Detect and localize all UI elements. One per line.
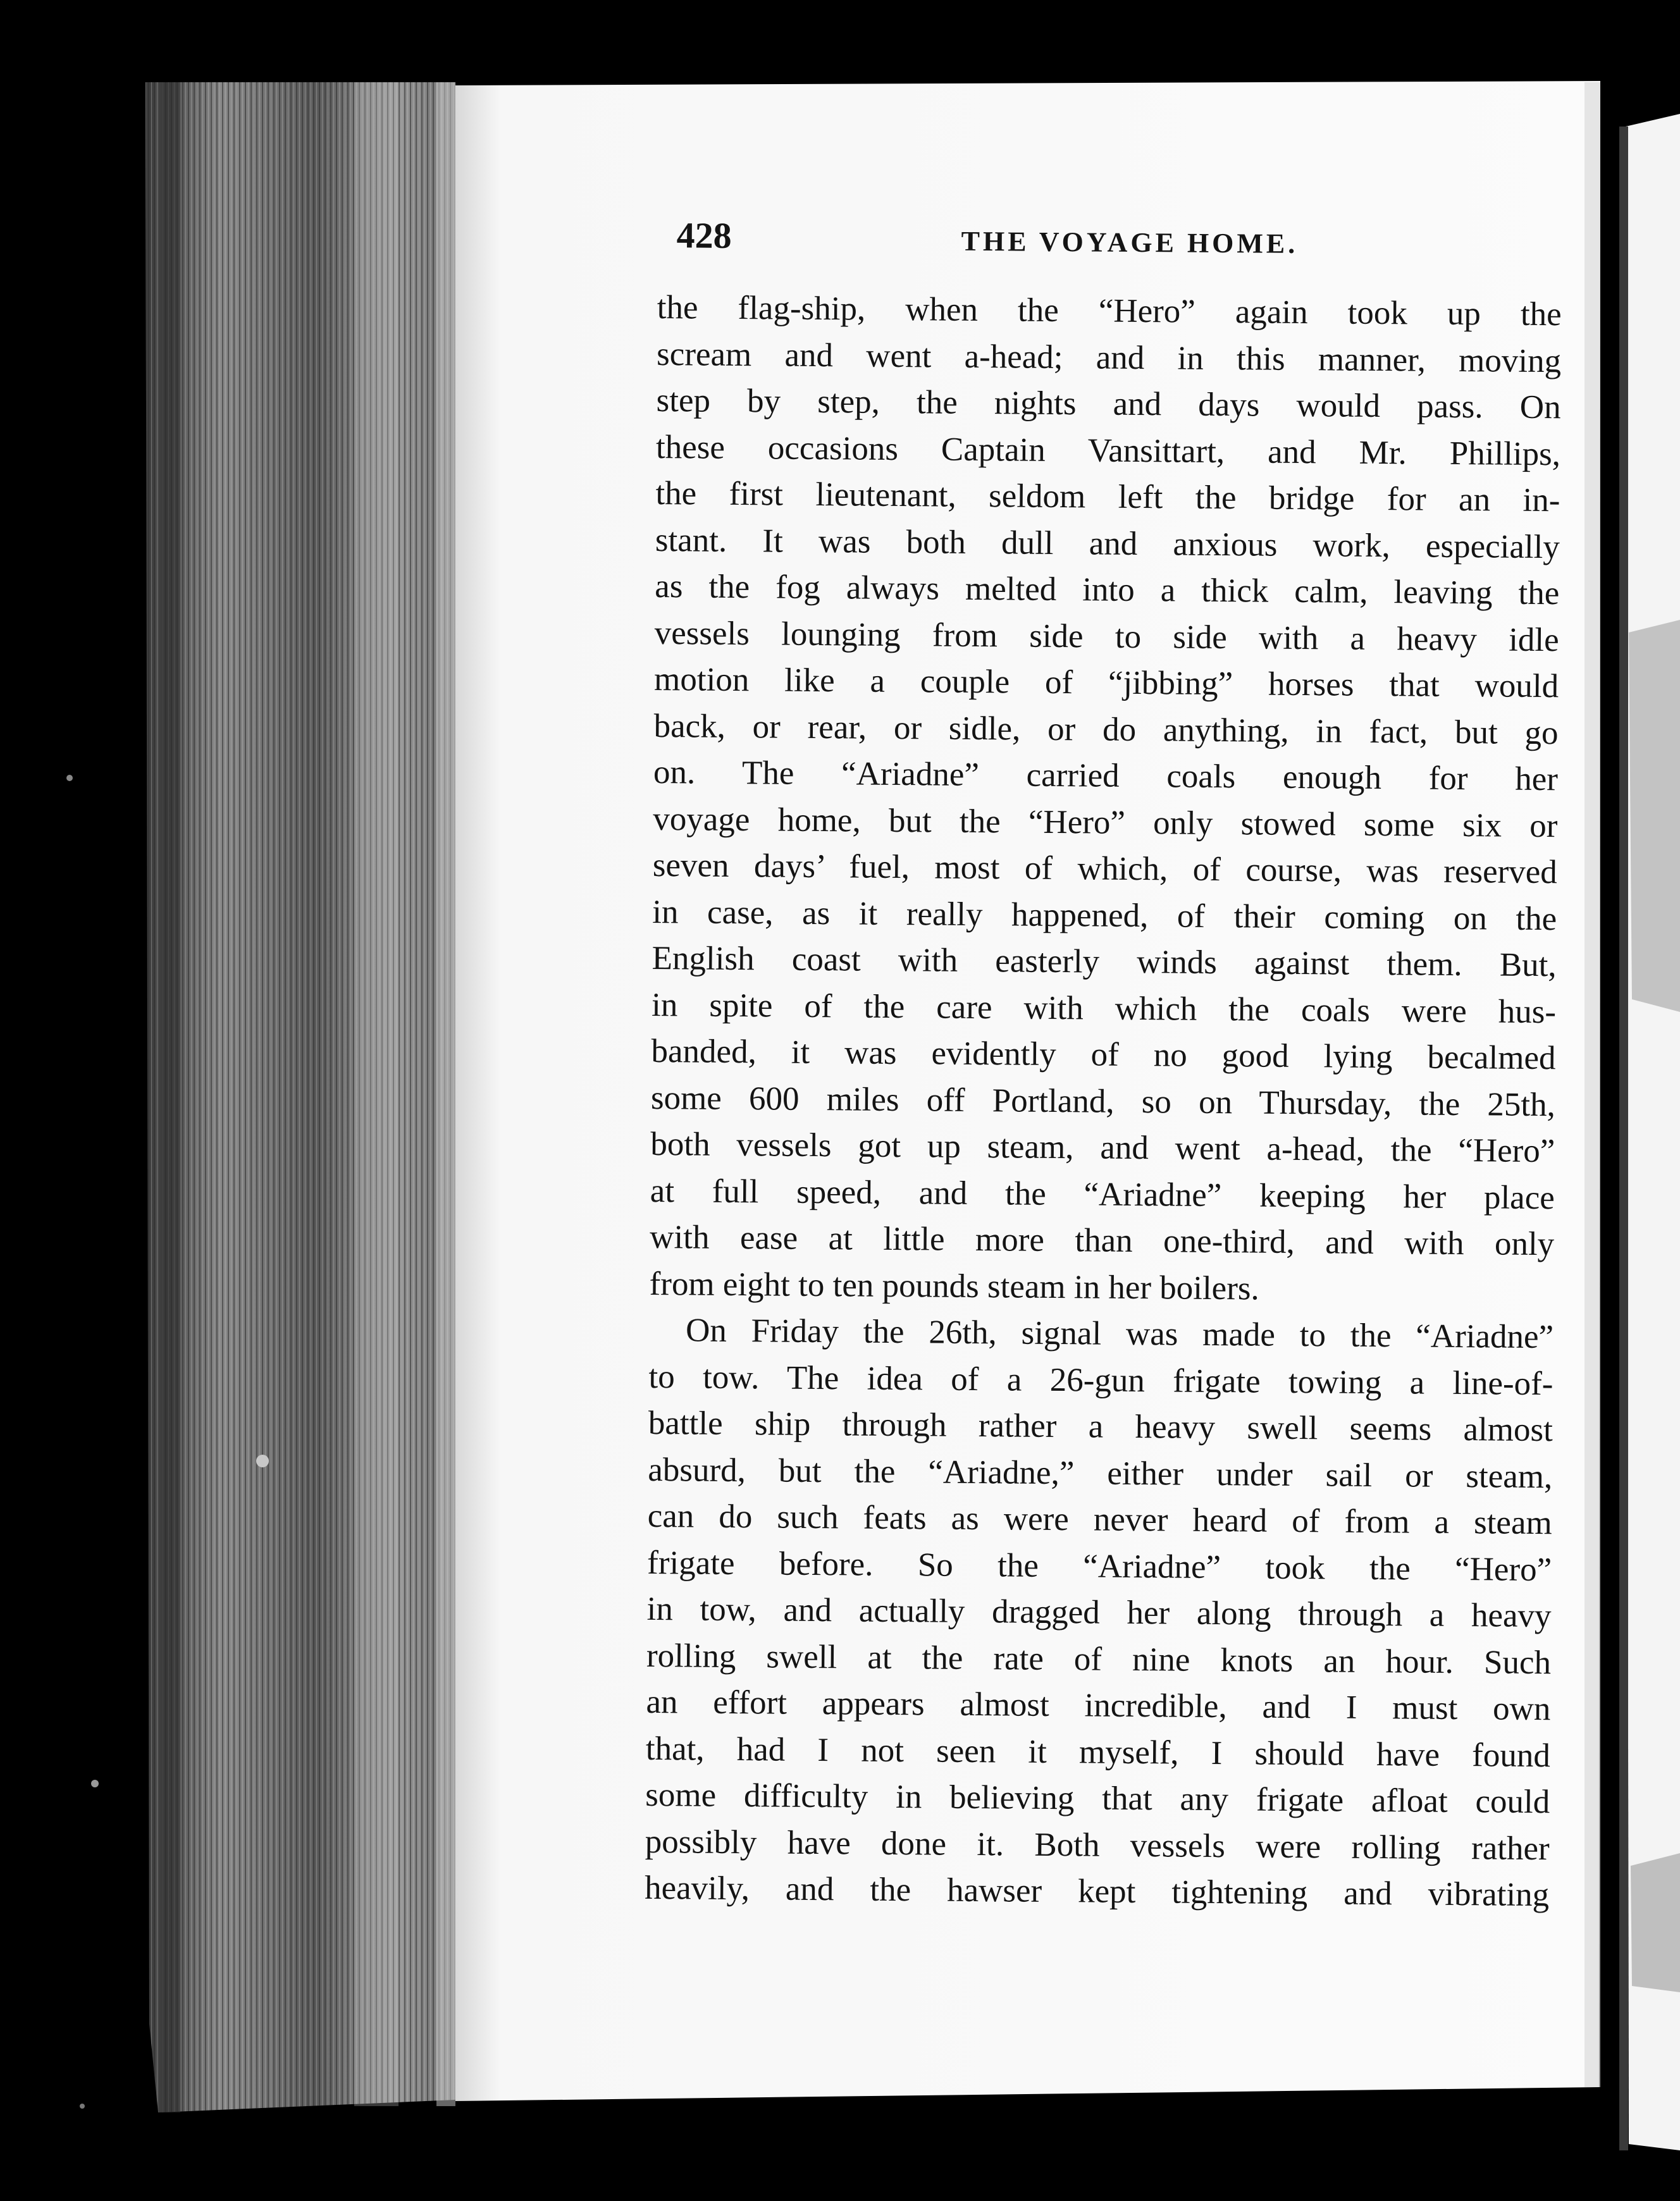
text-line: back, or rear, or sidle, or do anything, in fact, but go [653,707,1559,751]
text-line: seven days’ fuel, most of which, of course, was reserved [652,846,1558,891]
text-line: in case, as it really happened, of their coming on the [652,893,1557,937]
text-line: rolling swell at the rate of nine knots an hour. Such [646,1637,1552,1681]
page-number: 428 [676,214,732,256]
running-head [657,209,1562,292]
text-line: the flag-ship, when the “Hero” again took up the [657,288,1562,333]
text-line: absurd, but the “Ariadne,” either under sail or steam, [648,1451,1553,1495]
text-line: On Friday the 26th, signal was made to the “Ariadne” [685,1312,1554,1356]
text-line: an effort appears almost incredible, and I must own [646,1683,1551,1728]
text-line: battle ship through rather a heavy swell seems almost [648,1404,1553,1449]
text-line: possibly have done it. Both vessels were rolling rather [645,1823,1550,1867]
page-edges [145,82,455,2112]
text-line: these occasions Captain Vansittart, and Mr. Phillips, [655,428,1561,472]
text-line: some 600 miles off Portland, so on Thursday, the 25th, [650,1079,1556,1123]
text-line: from eight to ten pounds steam in her boilers. [649,1265,1259,1307]
text-line: as the fog always melted into a thick calm, leaving the [655,567,1560,612]
text-line: at full speed, and the “Ariadne” keeping her place [650,1172,1555,1216]
text-line: in tow, and actually dragged her along through a heavy [646,1590,1552,1635]
text-line: the first lieutenant, seldom left the bridge for an in- [655,474,1560,519]
paragraph [649,285,1562,1314]
text-line: both vessels got up steam, and went a-head, the “Hero” [650,1125,1555,1170]
text-line: motion like a couple of “jibbing” horses that would [653,660,1559,705]
text-line: frigate before. So the “Ariadne” took the “Hero” [646,1544,1552,1588]
text-line: step by step, the nights and days would pass. On [656,381,1561,426]
text-line: banded, it was evidently of no good lying becalmed [651,1032,1556,1077]
text-line: heavily, and the hawser kept tightening and vibrating [644,1869,1550,1914]
text-line: in spite of the care with which the coals were hus- [651,986,1557,1030]
text-line: some difficulty in believing that any frigate afloat could [645,1776,1550,1821]
page-body [644,209,1562,1974]
text-line: vessels lounging from side to side with a heavy idle [654,614,1559,658]
text-line: English coast with easterly winds against them. But, [652,939,1557,984]
text-line: on. The “Ariadne” carried coals enough for her [653,753,1559,798]
text-line: stant. It was both dull and anxious work, especially [655,521,1560,565]
paragraph [645,1307,1553,1919]
running-title: THE VOYAGE HOME. [961,225,1299,259]
adjacent-page-edge [1619,114,1680,2150]
text-line: voyage home, but the “Hero” only stowed some six or [653,800,1558,844]
text-line: with ease at little more than one-third, and with only [650,1218,1555,1263]
text-line: that, had I not seen it myself, I should have found [645,1730,1551,1774]
text-line: to tow. The idea of a 26-gun frigate towing a line-of- [648,1358,1553,1402]
text-line: scream and went a-head; and in this manner, moving [656,335,1562,379]
text-line: can do such feats as were never heard of from a steam [647,1497,1552,1542]
